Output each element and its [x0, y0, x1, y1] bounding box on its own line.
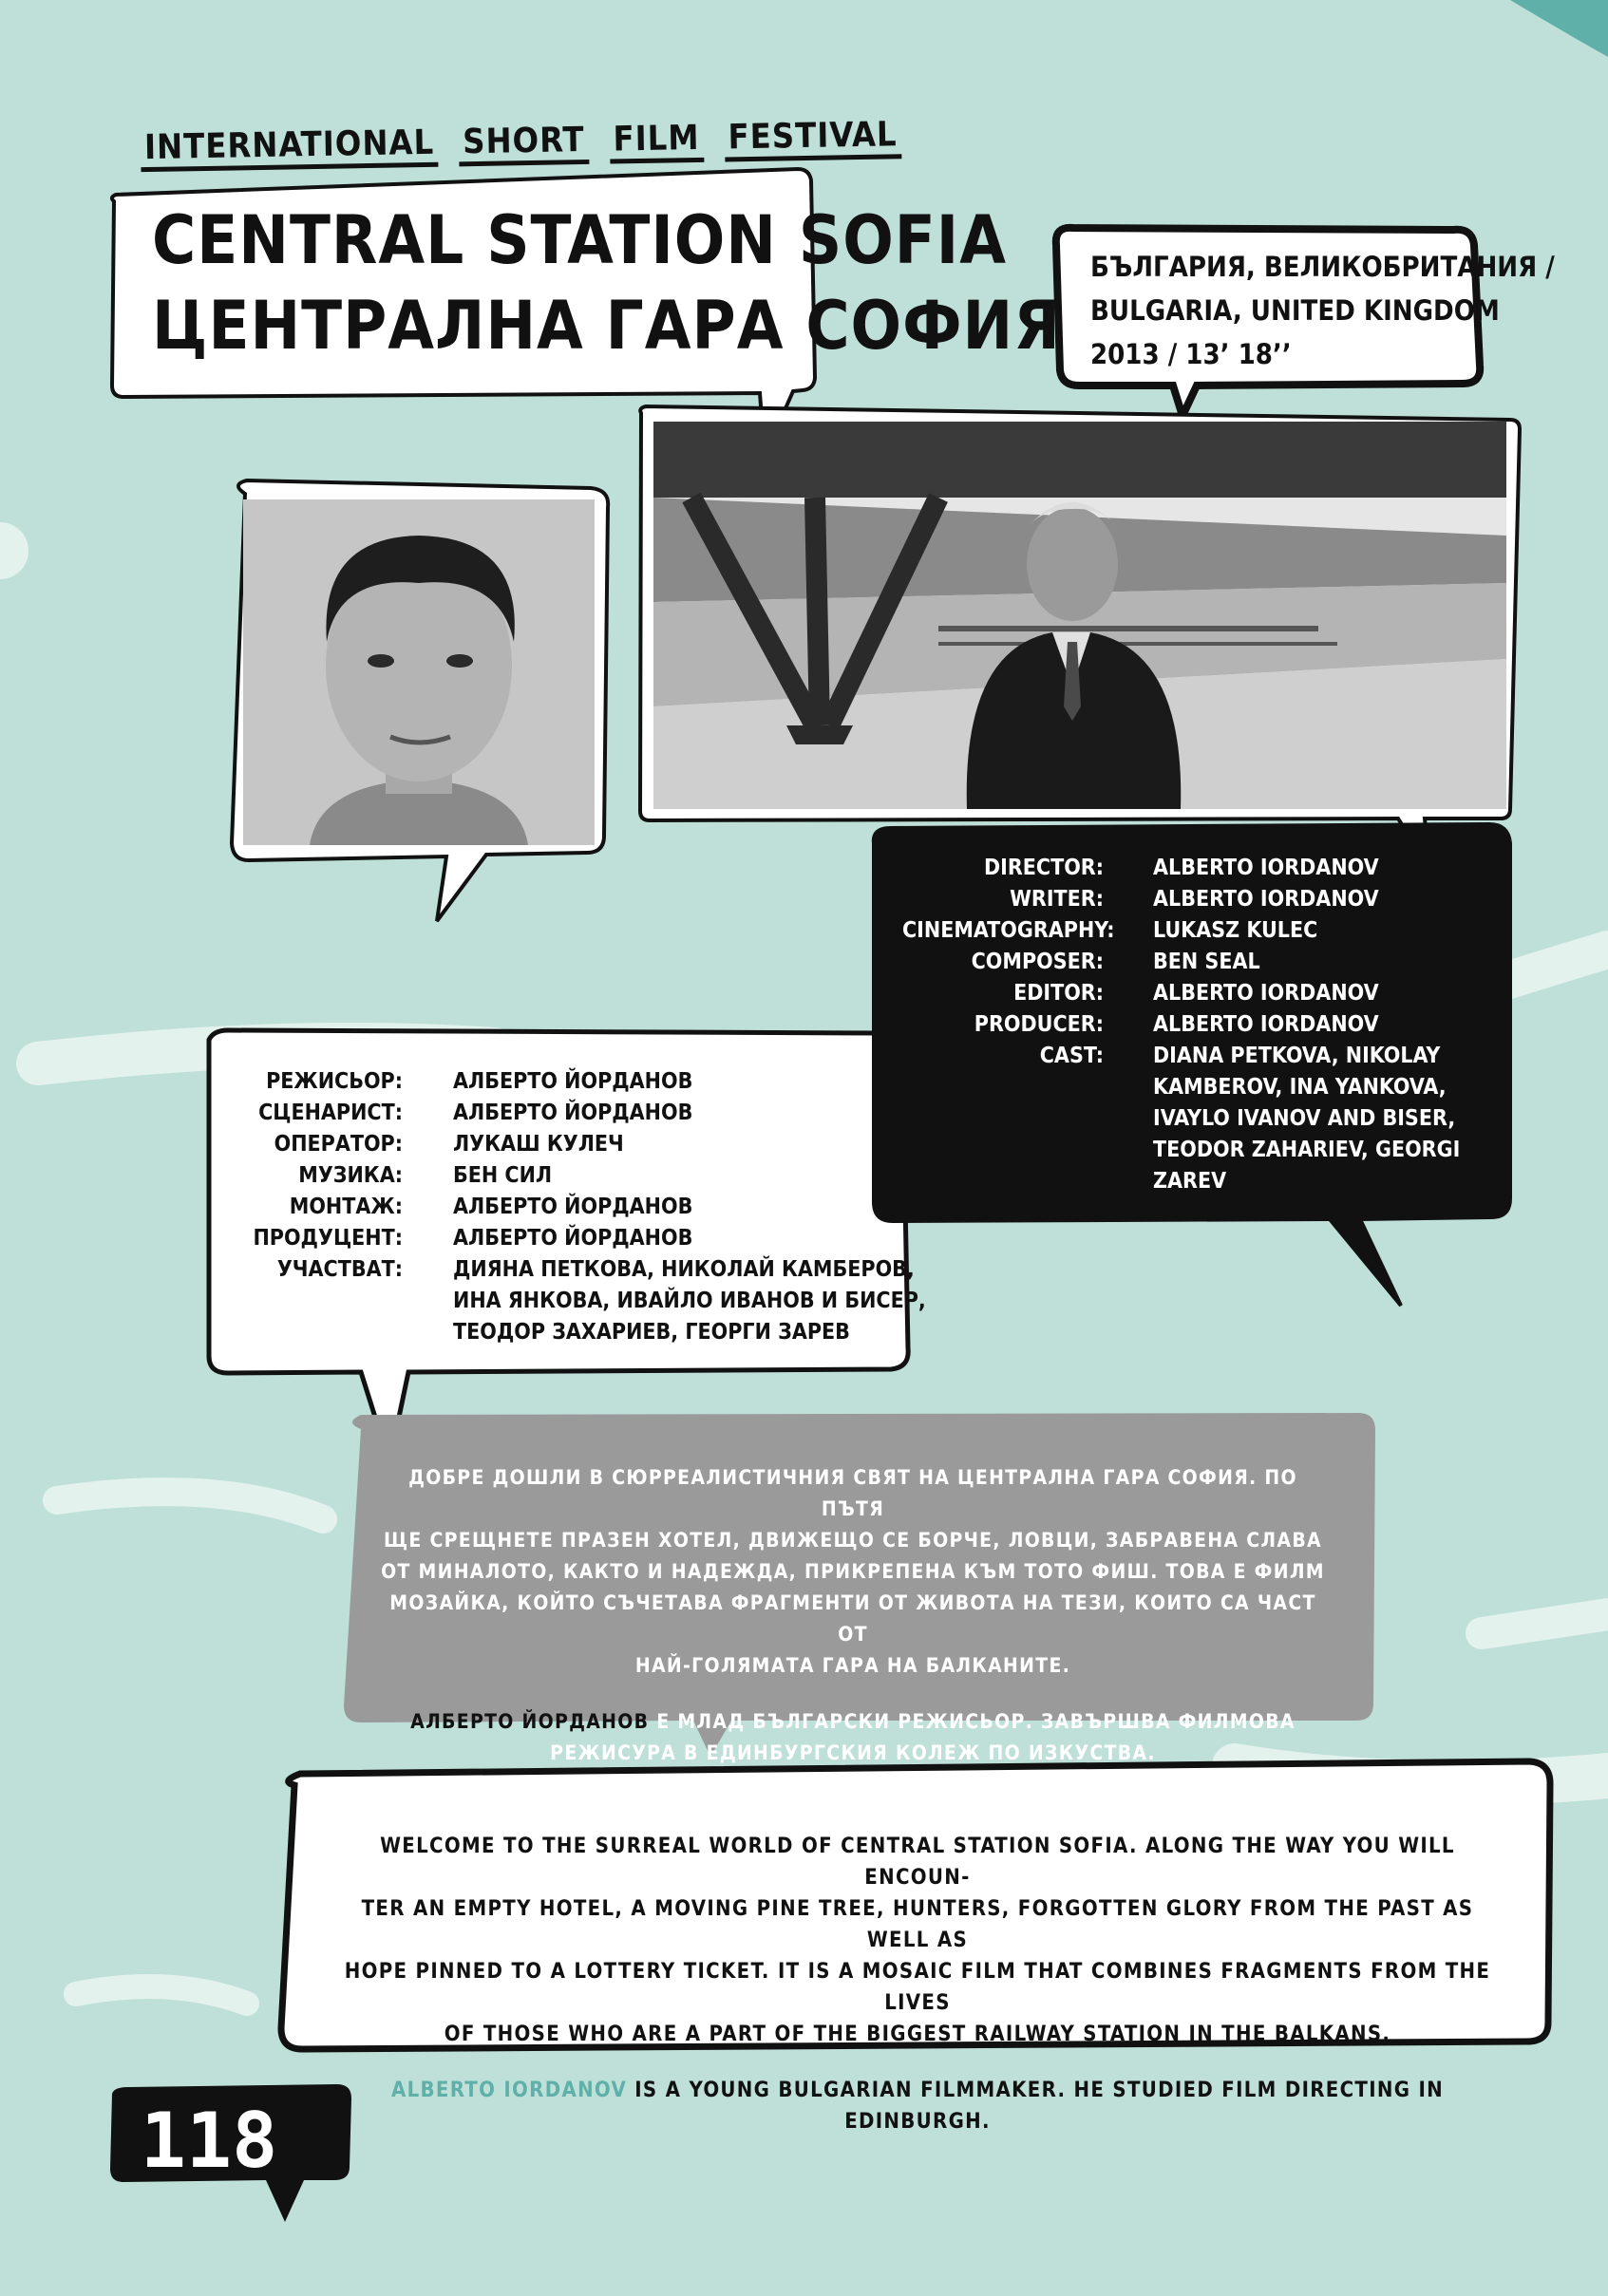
- credit-value: LUKASZ KULEC: [1153, 918, 1318, 943]
- bio-line: [331, 2075, 1504, 2137]
- credit-label: ПРОДУЦЕНТ:: [253, 1226, 403, 1251]
- credit-row: [902, 853, 1460, 884]
- credit-value: АЛБЕРТО ЙОРДАНОВ: [453, 1195, 693, 1219]
- film-meta: [1090, 245, 1555, 376]
- credit-value: ALBERTO IORDANOV: [1153, 1012, 1379, 1037]
- film-still-image: [653, 422, 1506, 809]
- credit-label: [902, 1135, 1104, 1166]
- bio-line: РЕЖИСУРА В ЕДИНБУРГСКИЯ КОЛЕЖ ПО ИЗКУСТВА.: [550, 1741, 1156, 1764]
- credit-value: ZAREV: [1153, 1169, 1227, 1194]
- synopsis-line: МОЗАЙКА, КОЙТО СЪЧЕТАВА ФРАГМЕНТИ ОТ ЖИВОТА НА ТЕЗИ, КОИТО СА ЧАСТ ОТ: [389, 1591, 1316, 1646]
- credit-row: [902, 1009, 1460, 1041]
- credit-row: [249, 1223, 926, 1254]
- synopsis-line: НАЙ-ГОЛЯМАТА ГАРА НА БАЛКАНИТЕ.: [634, 1654, 1071, 1677]
- page-number: 118: [140, 2097, 278, 2185]
- credit-row: [902, 1041, 1460, 1072]
- credit-value: ALBERTO IORDANOV: [1153, 981, 1379, 1006]
- synopsis-line: ЩЕ СРЕЩНЕТЕ ПРАЗЕН ХОТЕЛ, ДВИЖЕЩО СЕ БОРЧЕ, ЛОВЦИ, ЗАБРАВЕНА СЛАВА: [384, 1529, 1322, 1552]
- credit-value: TEODOR ZAHARIEV, GEORGI: [1153, 1138, 1461, 1162]
- credit-row: [249, 1317, 926, 1348]
- credit-value: ДИЯНА ПЕТКОВА, НИКОЛАЙ КАМБЕРОВ,: [453, 1257, 915, 1282]
- festival-word-short: SHORT: [459, 121, 589, 166]
- credit-value: KAMBEROV, INA YANKOVA,: [1153, 1075, 1447, 1100]
- credit-label: УЧАСТВАТ:: [276, 1257, 403, 1282]
- credit-value: BEN SEAL: [1153, 950, 1260, 974]
- credit-label: СЦЕНАРИСТ:: [258, 1101, 403, 1125]
- credit-label: WRITER:: [1010, 887, 1104, 912]
- credit-label: [249, 1317, 403, 1348]
- countries-bg: БЪЛГАРИЯ, ВЕЛИКОБРИТАНИЯ /: [1090, 251, 1555, 283]
- corner-swash: [1510, 0, 1608, 57]
- bio-line: [378, 1706, 1328, 1738]
- bio-text: IS A YOUNG BULGARIAN FILMMAKER. HE STUDIED FILM DIRECTING IN EDINBURGH.: [627, 2079, 1445, 2134]
- synopsis-en: [331, 1831, 1504, 2137]
- synopsis-line: ДОБРЕ ДОШЛИ В СЮРРЕАЛИСТИЧНИЯ СВЯТ НА ЦЕНТРАЛНА ГАРА СОФИЯ. ПО ПЪТЯ: [408, 1466, 1297, 1520]
- credit-row: [249, 1066, 926, 1098]
- credit-row: [249, 1129, 926, 1160]
- director-name: АЛБЕРТО ЙОРДАНОВ: [410, 1710, 650, 1733]
- credit-row: [249, 1286, 926, 1317]
- credit-row: [249, 1160, 926, 1192]
- credit-label: COMPOSER:: [971, 950, 1104, 974]
- credit-label: [902, 1166, 1104, 1197]
- credit-row: [249, 1254, 926, 1286]
- credit-label: МУЗИКА:: [298, 1163, 403, 1188]
- credit-row: [902, 978, 1460, 1009]
- credit-row: [902, 1135, 1460, 1166]
- left-edge-dot: [0, 522, 28, 579]
- film-title-bg: ЦЕНТРАЛНА ГАРА СОФИЯ: [152, 287, 1061, 365]
- film-title-en: CENTRAL STATION SOFIA: [152, 201, 1007, 279]
- credit-value: ЛУКАШ КУЛЕЧ: [453, 1132, 624, 1157]
- credit-label: [902, 1103, 1104, 1135]
- credit-value: DIANA PETKOVA, NIKOLAY: [1153, 1044, 1441, 1068]
- credit-label: DIRECTOR:: [983, 856, 1104, 880]
- credit-row: [902, 1072, 1460, 1103]
- credits-en: [902, 853, 1460, 1197]
- credit-label: EDITOR:: [1013, 981, 1104, 1006]
- credit-row: [902, 1103, 1460, 1135]
- credit-value: IVAYLO IVANOV AND BISER,: [1153, 1106, 1456, 1131]
- countries-en: BULGARIA, UNITED KINGDOM: [1090, 294, 1500, 327]
- credit-value: БЕН СИЛ: [453, 1163, 553, 1188]
- festival-word-international: INTERNATIONAL: [141, 123, 439, 172]
- synopsis-bg: [378, 1462, 1328, 1769]
- credit-label: РЕЖИСЬОР:: [266, 1069, 403, 1094]
- credit-row: [902, 884, 1460, 915]
- credit-row: [249, 1098, 926, 1129]
- credit-value: ALBERTO IORDANOV: [1153, 887, 1379, 912]
- credit-label: CINEMATOGRAPHY:: [902, 918, 1115, 943]
- credit-label: МОНТАЖ:: [289, 1195, 403, 1219]
- credit-value: АЛБЕРТО ЙОРДАНОВ: [453, 1101, 693, 1125]
- credit-label: PRODUCER:: [974, 1012, 1104, 1037]
- credit-value: ТЕОДОР ЗАХАРИЕВ, ГЕОРГИ ЗАРЕВ: [453, 1320, 850, 1345]
- festival-word-film: FILM: [609, 119, 704, 164]
- synopsis-line: OF THOSE WHO ARE A PART OF THE BIGGEST RAILWAY STATION IN THE BALKANS.: [444, 2023, 1391, 2046]
- bio-text: Е МЛАД БЪЛГАРСКИ РЕЖИСЬОР. ЗАВЪРШВА ФИЛМОВА: [649, 1710, 1296, 1733]
- year-duration: 2013 / 13’ 18’’: [1090, 338, 1292, 370]
- synopsis-line: ОТ МИНАЛОТО, КАКТО И НАДЕЖДА, ПРИКРЕПЕНА КЪМ ТОТО ФИШ. ТОВА Е ФИЛМ: [381, 1560, 1325, 1583]
- festival-word-festival: FESTIVAL: [724, 115, 901, 161]
- director-portrait-image: [243, 499, 595, 845]
- synopsis-line: WELCOME TO THE SURREAL WORLD OF CENTRAL STATION SOFIA. ALONG THE WAY YOU WILL ENCOUN-: [380, 1835, 1455, 1890]
- synopsis-line: HOPE PINNED TO A LOTTERY TICKET. IT IS A MOSAIC FILM THAT COMBINES FRAGMENTS FROM THE LIVES: [344, 1960, 1491, 2015]
- credit-row: [902, 915, 1460, 947]
- credit-label: ОПЕРАТОР:: [274, 1132, 403, 1157]
- synopsis-line: TER AN EMPTY HOTEL, A MOVING PINE TREE, HUNTERS, FORGOTTEN GLORY FROM THE PAST AS WELL AS: [361, 1897, 1474, 1952]
- credit-value: АЛБЕРТО ЙОРДАНОВ: [453, 1226, 693, 1251]
- credit-row: [902, 947, 1460, 978]
- credit-label: [249, 1286, 403, 1317]
- credit-row: [249, 1192, 926, 1223]
- credit-row: [902, 1166, 1460, 1197]
- credit-value: АЛБЕРТО ЙОРДАНОВ: [453, 1069, 693, 1094]
- credits-bg: [249, 1066, 926, 1348]
- director-name: ALBERTO IORDANOV: [390, 2079, 628, 2102]
- credit-label: [902, 1072, 1104, 1103]
- credit-label: CAST:: [1039, 1044, 1104, 1068]
- credit-value: ALBERTO IORDANOV: [1153, 856, 1379, 880]
- credit-value: ИНА ЯНКОВА, ИВАЙЛО ИВАНОВ И БИСЕР,: [453, 1289, 926, 1313]
